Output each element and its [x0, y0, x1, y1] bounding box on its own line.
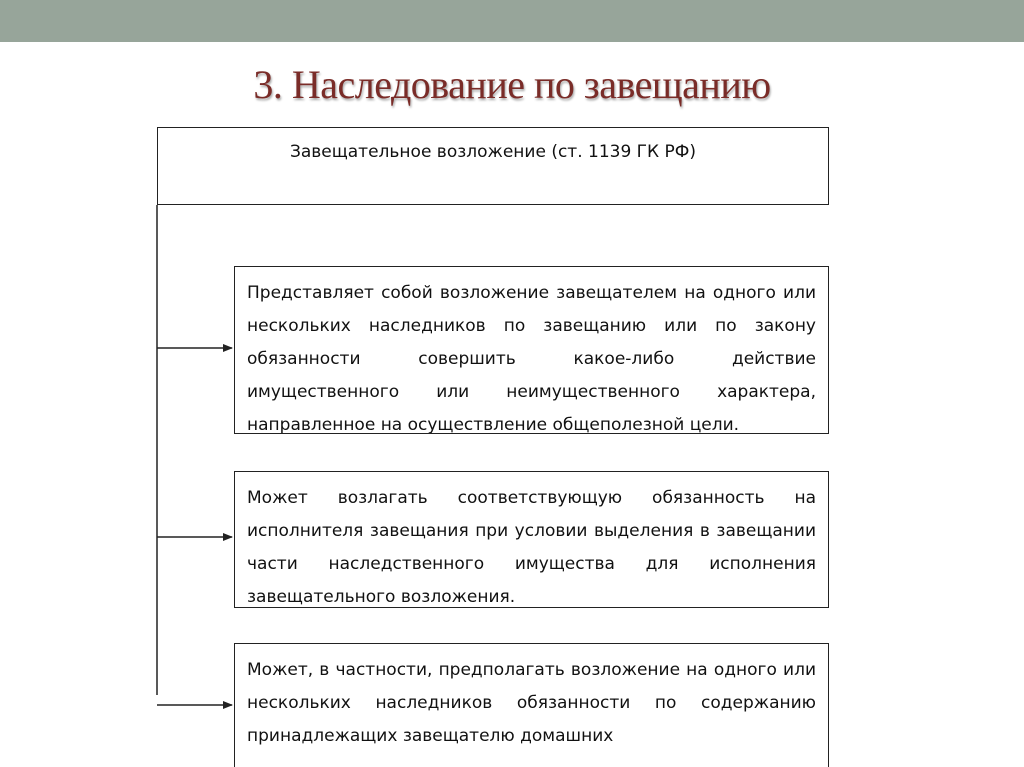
- item-text-1: Представляет собой возложение завещателем на одного или нескольких наследников по завещанию или по закону обязанности совершить какое-либо действие имущественного или неимущественного характера, направленное на осуществление общеполезной цели.: [247, 283, 816, 434]
- item-box-2: [234, 471, 829, 608]
- slide-title: 3. Наследование по завещанию: [253, 62, 771, 107]
- item-text-3: Может, в частности, предполагать возложение на одного или нескольких наследников обязанности по содержанию принадлежащих завещателю домашних: [247, 660, 816, 746]
- header-box: [157, 127, 829, 205]
- item-box-3: [234, 643, 829, 767]
- header-label: Завещательное возложение (ст. 1139 ГК РФ): [289, 142, 697, 162]
- item-box-1: [234, 266, 829, 434]
- item-text-2: Может возлагать соответствующую обязанность на исполнителя завещания при условии выделения в завещании части наследственного имущества для исполнения завещательного возложения.: [247, 488, 816, 607]
